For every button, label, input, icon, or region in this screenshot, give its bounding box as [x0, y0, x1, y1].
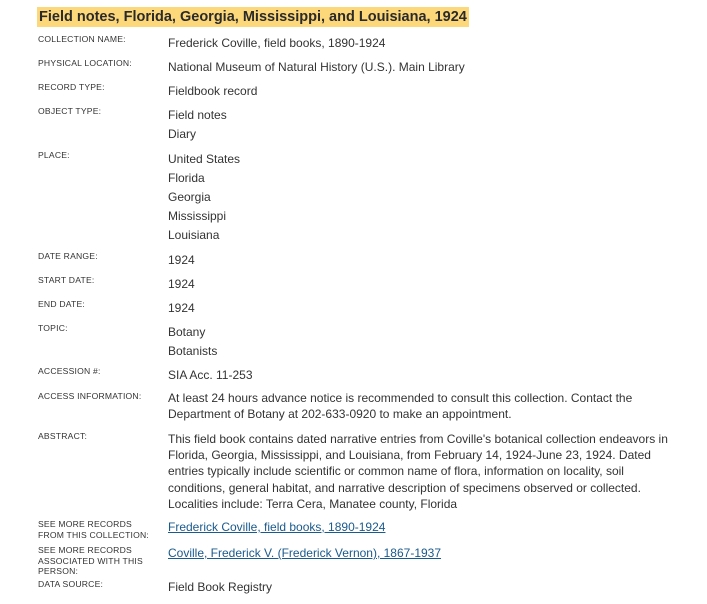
field-value: 1924	[168, 253, 195, 267]
field-label: SEE MORE RECORDS ASSOCIATED WITH THIS PERSON:	[38, 545, 143, 576]
field-label: RECORD TYPE:	[38, 82, 105, 92]
person-link[interactable]: Coville, Frederick V. (Frederick Vernon), 1867-1937	[168, 546, 442, 560]
field-value: Mississippi	[168, 209, 227, 223]
field-value: SIA Acc. 11-253	[168, 368, 253, 382]
field-value: Florida	[168, 171, 205, 185]
field-label: PHYSICAL LOCATION:	[38, 58, 132, 68]
field-values	[168, 519, 673, 535]
field-values	[168, 578, 673, 597]
field-value: Fieldbook record	[168, 84, 258, 98]
field-value: Diary	[168, 127, 197, 141]
field-values	[168, 366, 673, 385]
field-values	[168, 545, 673, 561]
field-value: Frederick Coville, field books, 1890-1924	[168, 36, 386, 50]
field-value: Field notes	[168, 108, 227, 122]
field-label: COLLECTION NAME:	[38, 34, 126, 44]
field-values	[168, 299, 673, 318]
field-value: Louisiana	[168, 228, 220, 242]
field-label: PLACE:	[38, 150, 70, 160]
field-value: Botany	[168, 325, 206, 339]
field-values	[168, 251, 673, 270]
field-value: United States	[168, 152, 241, 166]
field-label: OBJECT TYPE:	[38, 106, 102, 116]
field-values	[168, 431, 673, 512]
field-value: Botanists	[168, 344, 218, 358]
field-label: ABSTRACT:	[38, 431, 88, 441]
field-value: Georgia	[168, 190, 211, 204]
collection-link[interactable]: Frederick Coville, field books, 1890-1924	[168, 520, 386, 534]
field-value: 1924	[168, 277, 195, 291]
field-label: START DATE:	[38, 275, 95, 285]
field-value: At least 24 hours advance notice is recommended to consult this collection. Contact the Department of Botany at 202-633-0920 to make an appointment.	[168, 391, 633, 422]
field-value: National Museum of Natural History (U.S.). Main Library	[168, 60, 465, 74]
field-values	[168, 323, 673, 361]
field-value: Field Book Registry	[168, 580, 273, 594]
field-values	[168, 390, 673, 422]
field-label: DATA SOURCE:	[38, 579, 104, 589]
field-label: TOPIC:	[38, 323, 68, 333]
field-label: END DATE:	[38, 299, 86, 309]
field-values	[168, 34, 673, 53]
field-values	[168, 82, 673, 101]
field-label: ACCESSION #:	[38, 366, 101, 376]
field-label: DATE RANGE:	[38, 251, 98, 261]
field-label: ACCESS INFORMATION:	[38, 391, 142, 401]
field-label: SEE MORE RECORDS FROM THIS COLLECTION:	[38, 519, 149, 540]
field-value: This field book contains dated narrative entries from Coville's botanical collection endeavors in Florida, Georgia, Mississippi, and Louisiana, from February 14, 1924-June 23, 1924. Dated entries typically include scientific or common name of flora, information on locality, soil conditions, general habitat, and narrative description of specimens observed or collected. Localities include: Terra Cera, Manatee county, Florida	[168, 432, 668, 511]
record-title: Field notes, Florida, Georgia, Mississippi, and Louisiana, 1924	[39, 9, 467, 25]
field-values	[168, 150, 673, 245]
field-values	[168, 106, 673, 144]
field-values	[168, 58, 673, 77]
field-value: 1924	[168, 301, 195, 315]
field-values	[168, 275, 673, 294]
